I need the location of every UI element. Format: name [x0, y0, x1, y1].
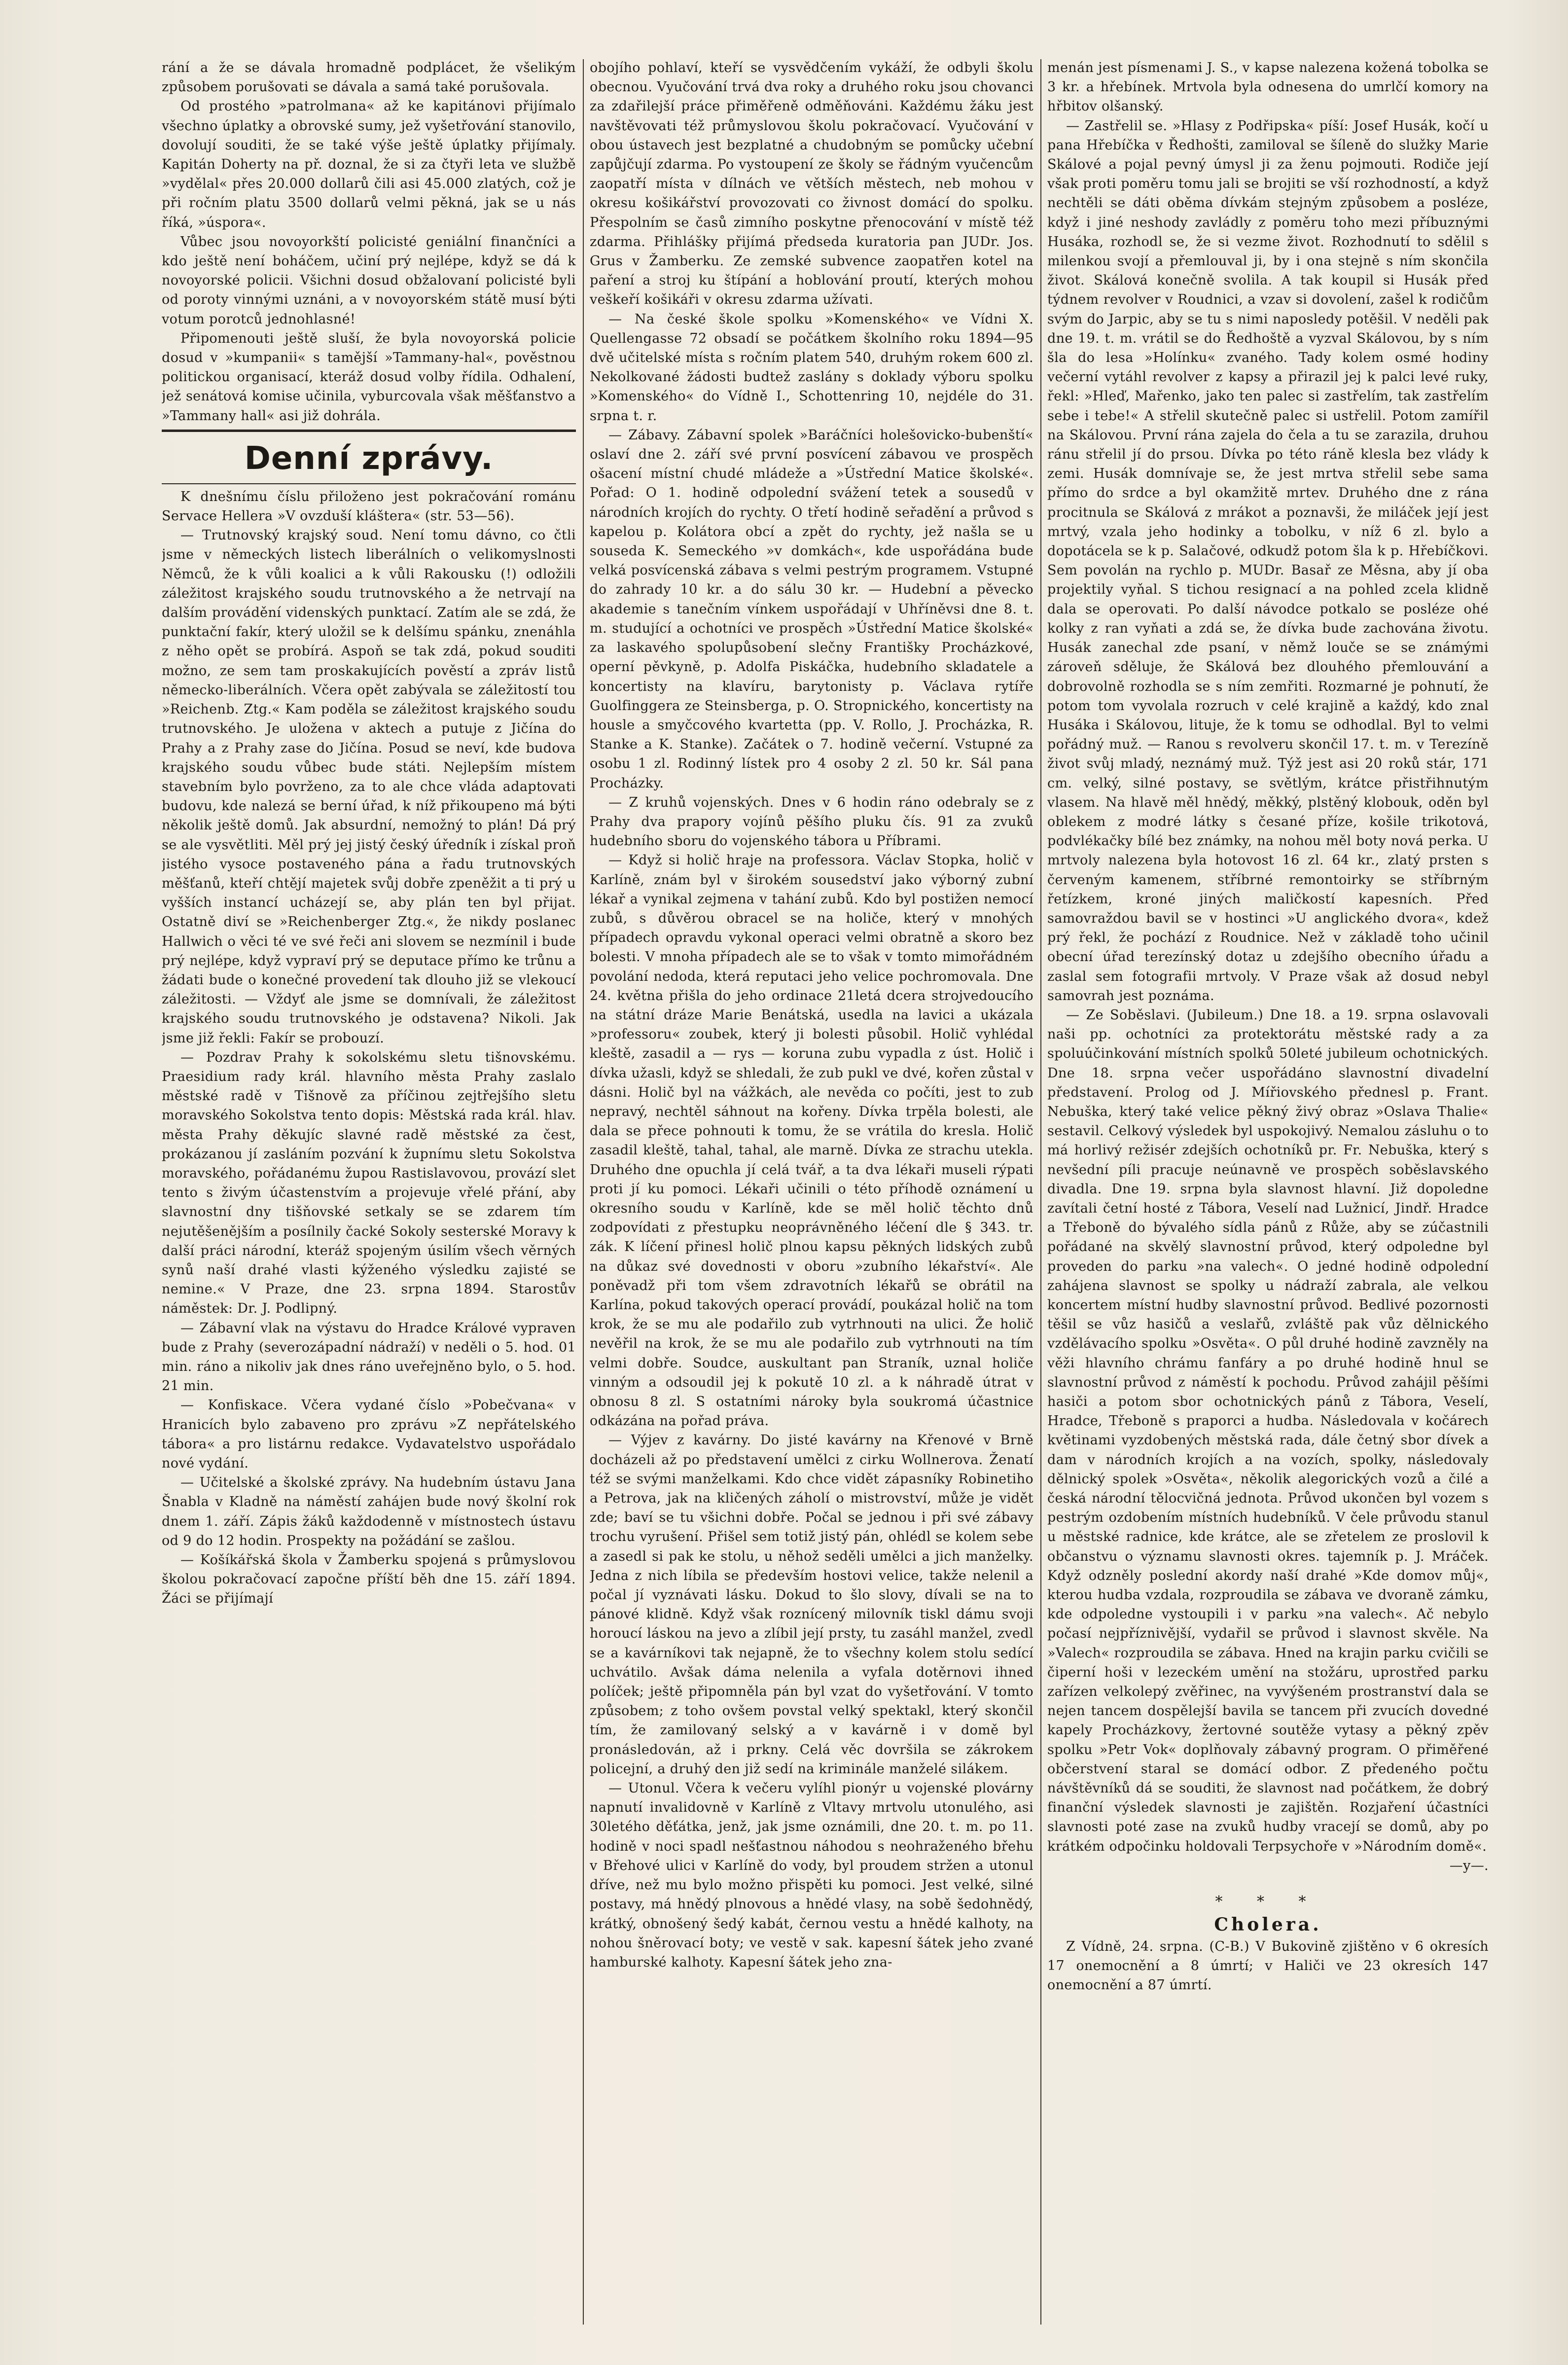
cholera-heading: Cholera. [1214, 1914, 1322, 1935]
article-paragraph: Vůbec jsou novoyorkští policisté geniální finančníci a kdo ještě není boháčem, učiní prý nejlépe, když se dá k novoyorské policii. Všichni dosud obžalovaní policisté byli od poroty vinnými uznáni, a v novoyorském státě musí býti votum porotců jednohlasné! [162, 234, 576, 327]
news-item: — Na české škole spolku »Komenského« ve Vídni X. Quellengasse 72 obsadí se počátkem školního roku 1894—95 dvě učitelské místa s ročním platem 540, druhým rokem 600 zl. Nekolkované žádosti budtež zaslány s doklady výboru spolku »Komenského« do Vídně I., Schottenring 10, nejdéle do 31. srpna t. r. [590, 311, 1033, 424]
news-item: — Zábavy. Zábavní spolek »Baráčníci holešovicko-bubenští« oslaví dne 2. září své první posvícení zábavou ve prospěch ošacení místní chudé mládeže a »Ústřední Matice školské«. Pořad: O 1. hodině odpolední svážení tetek a sousedů v národních krojích do rychty. O třetí hodině seřadění a průvod s kapelou p. Kolátora obcí a zpět do rychty, jež našla se u souseda K. Semeckého »v domkách«, kde uspořádána bude velká posvícenská zábava s velmi pestrým programem. Vstupné do zahrady 10 kr. a do sálu 30 kr. — Hudební a pěvecko akademie s tanečním vínkem uspořádají v Uhříněvsi dne 8. t. m. studující a ochotníci ve prospěch »Ústřední Matice školské« za laskavého spolupůsobení slečny Františky Procházkové, operní pěvkyně, p. Adolfa Piskáčka, hudebního skladatele a koncertisty na klavíru, barytonisty p. Václava rytíře Guolfinggera ze Steinsberga, p. O. Stropnického, koncertisty na housle a smyčcového kvartetta (pp. V. Rollo, J. Procházka, R. Stanke a K. Stanke). Začátek o 7. hodině večerní. Vstupné za osobu 1 zl. Rodinný lístek pro 4 osoby 2 zl. 50 kr. Sál pana Procházky. [590, 427, 1033, 791]
news-item: Z Vídně, 24. srpna. (C-B.) V Bukovině zjištěno v 6 okresích 17 onemocnění a 8 úmrtí; v Haliči ve 23 okresích 147 onemocnění a 87 úmrtí. [1047, 1938, 1489, 1993]
news-item: — Zastřelil se. »Hlasy z Podřipska« píší: Josef Husák, kočí u pana Hřebíčka v Ředhošti, zamiloval se šíleně do služky Marie Skálové a pojal pevný úmysl ji za ženu pojmouti. Rodiče její však proti poměru tomu jali se brojiti se vší rozhodností, a když nechtěli se dáti oběma dívkám stejným způsobem a posléze, když i jiné neshody zavládly z poměru toho mezi příbuznými Husáka, rozhodl se, že si vezme život. Rozhodnutí to sdělil s milenkou svojí a přemlouval ji, by i ona stejně s ním skončila život. Skálová konečně svolila. A tak koupil si Husák před týdnem revolver v Roudnici, a vzav si dovolení, zašel k rodičům svým do Jarpic, aby se tu s nimi naposledy potěšil. V neděli pak dne 19. t. m. vrátil se do Ředhoště a vyzval Skálovou, by s ním šla do lesa »Holínku« zvaného. Tady kolem osmé hodiny večerní vytáhl revolver z kapsy a přirazil jej k palci levé ruky, řekl: »Hleď, Mařenko, jako ten palec si zastřelím, tak zastřelím sebe i tebe!« A střelil skutečně palec si ustřelil. Potom zamířil na Skálovou. První rána zajela do čela a tu se zarazila, druhou ránu střelil jí do prsou. Dívka po této ráně klesla bez vlády k zemi. Husák domnívaje se, že jest mrtva střelil sebe sama přímo do srdce a byl okamžitě mrtev. Druhého dne z rána procitnula se Skálová z mrákot a poznavši, že miláček její jest mrtvý, vzala jeho hodinky a tobolku, v níž 6 zl. bylo a dopotácela se k p. Salačové, odkudž potom šla k p. Hřebíčkovi. Sem povolán na rychlo p. MUDr. Basař ze Měsna, aby jí oba projektily vyňal. S tichou resignací a na pohled zcela klidně dala se operovati. Po další návodce potkalo se posléze ohé kolky z ran vyňati a zdá se, že dívka bude zachována životu. Husák zanechal zde psaní, v němž louče se se známými zároveň sděluje, že Skálová bez dlouhého přemlouvání a dobrovolně rozhodla se s ním zemřiti. Rozmarné je pohnutí, že potom tom vyvolala rozruch v celé krajině a každý, kdo znal Husáka i Skálovou, lituje, že k tomu se odhodlal. Byl to velmi pořádný muž. — Ranou s revolveru skončil 17. t. m. v Terezíně život svůj mladý, neznámý muž. Týž jest asi 20 roků stár, 171 cm. velký, silné postavy, se světlým, krátce přistřihnutým vlasem. Na hlavě měl hnědý, měkký, plstěný klobouk, oděn byl oblekem z modré látky s česané příze, košile trikotová, podvlékačky bílé bez známky, na nohou měl boty nová perka. U mrtvoly nalezena byla hotovost 16 zl. 64 kr., zlatý prsten s červeným kamenem, stříbrné remontoirky se stříbrným řetízkem, kroné jiných maličkostí kapesních. Před samovraždou bavil se v hostinci »U anglického dvora«, kdež prý řekl, že pochází z Roudnice. Než v základě toho učinil obecní úřad terezínský dotaz u zdejšího obecního úřadu a zaslal sem fotografii mrtvoly. V Praze však až dosud nebyl samovrah jest poznáma. [1047, 118, 1489, 1003]
news-item: — Trutnovský krajský soud. Není tomu dávno, co čtli jsme v německých listech liberálních o velikomyslnosti Němců, že k vůli koalici a k vůli Rakousku (!) odložili záležitost krajského soudu trutnovského a že netrvají na dalším provádění videnských punktací. Zatím ale se zdá, že punktační fakír, který uložil se k delšímu spánku, znenáhla z něho opět se probírá. Aspoň se tak zdá, pokud souditi možno, ze sem tam proskakujících pověstí a zpráv listů německo-liberálních. Včera opět zabývala se záležitostí tou »Reichenb. Ztg.« Kam podělа se záležitost krajského soudu trutnovského. Je uložena v aktech a putuje z Jičína do Prahy a z Prahy zase do Jičína. Posud se neví, kde budova krajského soudu vůbec bude státi. Nejlepším místem stavebním bylo povrženo, za to ale chce vláda adaptovati budovu, kde nalezá se berní úřad, k níž přikoupeno má býti několik ještě domů. Jak absurdní, nemožný to plán! Dá prý se ale vysvětliti. Měl prý jej jistý český úředník i získal proň jistého vysoce postaveného pána a řadu trutnovských měšťanů, kteří chtějí majetek svůj dobře zpeněžit a ti prý u vyšších instancí ucházejí se, aby plán ten byl přijat. Ostatně diví se »Reichenberger Ztg.«, že nikdy poslanec Hallwich o věci té ve své řeči ani slovem se nezmínil i bude prý nejlépe, když vypraví prý se deputace přímo ke trůnu a žádati bude o konečné provedení tak dlouho již se vlekoucí záležitosti. — Vždyť ale jsme se domnívali, že záležitost krajského soudu trutnovského je odstavena? Nikoli. Jak jsme již řekli: Fakír se probouzí. [162, 528, 576, 1046]
news-item: — Konfiskace. Včera vydané číslo »Pobečvana« v Hranicích bylo zabaveno pro zprávu »Z nepřátelského tábora« a pro listárnu redakce. Vydavatelstvo uspořádalo nové vydání. [162, 1398, 576, 1471]
news-item: — Utonul. Včera k večeru vylíhl pionýr u vojenské plovárny napnutí invalidovně v Karlíně z Vltavy mrtvolu utonulého, asi 30letého děťátka, jenž, jak jsme oznámili, dne 20. t. m. po 11. hodině v noci spadl nešťastnou náhodou s neohraženého břehu v Břehové ulici v Karlíně do vody, byl proudem stržen a utonul dříve, než mu bylo možno přispěti ku pomoci. Jest velké, silné postavy, má hnědý plnovous a hnědé vlasy, na sobě šedohnědý, krátký, obnošený šedý kabát, černou vestu a hnědé kalhoty, na nohou šněrovací boty; ve vestě v sak. kapesní šátek jeho zvané hamburské kalhoty. Kapesní šátek jeho zna- [590, 1781, 1033, 1970]
column-right [1047, 58, 1489, 2326]
news-item: K dnešnímu číslu přiloženo jest pokračování románu Servace Hellera »V ovzduší kláštera« (str. 53—56). [162, 489, 576, 524]
section-divider [162, 430, 576, 432]
news-item: — Učitelské a školské zprávy. Na hudebním ústavu Jana Šnabla v Kladně na náměstí zahájen bude nový školní rok dnem 1. září. Zápis žáků každodenně v místnostech ústavu od 9 do 12 hodin. Prospekty na požádání se zašlou. [162, 1475, 576, 1548]
column-left [162, 58, 576, 2326]
news-item: — Výjev z kavárny. Do jisté kavárny na Křenové v Brně docházeli až po představení umělci z cirku Wollnerova. Ženatí též se svými manželkami. Kdo chce vidět zápasníky Robinetiho a Petrova, jak na kličených záholí o mistrovství, může je vidět zde; baví se tu všichni dobře. Počal se jednou i při své zábavy trochu vyrušení. Přišel sem totiž jistý pán, ohlédl se kolem sebe a zasedl si pak ke stolu, u něhož seděli umělci a jich manželky. Jedna z nich líbila se především hostovi velice, takže nelenil a počal jí vyznávati lásku. Dokud to šlo slovy, dívali se na to pánové klidně. Když však roznícený milovník tiskl dámu svoji horoucí láskou na jevo a zlíbil její prsty, tu zasáhl manžel, zvedl se a kavárníkovi tak nejapně, že to všechny kolem stolu sedící uchvátilo. Avšak dáma nelenila a vyfala dotěrnovi ihned políček; ještě připomněla pán byl vzat do vyšetřování. V tomto způsobem; z toho ovšem povstal velký spektakl, který skončil tím, že zamilovaný selský a v kavárně i v domě byl pronásledován, až i prkny. Celá věc dovršila se zákrokem policejní, a druhý den již sedí na kriminále manželé silákem. [590, 1433, 1033, 1777]
news-item: — Z kruhů vojenských. Dnes v 6 hodin ráno odebraly se z Prahy dva prapory vojínů pěšího pluku čís. 91 za zvuků hudebního sboru do vojenského tábora u Příbrami. [590, 794, 1033, 849]
news-item: — Když si holič hraje na professora. Václav Stopka, holič v Karlíně, znám byl v širokém sousedství jako výborný zubní lékař a vynikal zejmena v tahání zubů. Kdo byl postižen nemocí zubů, s důvěrou obracel se na holiče, který v mnohých případech opravdu vykonal operaci velmi obratně a skoro bez bolesti. V mnoha případech ale se to však v tomto mimořádném povolání nedoda, která reputaci jeho velice pochromovala. Dne 24. května přišla do jeho ordinace 21letá dcera strojvedoucího na státní dráze Marie Benátská, usedla na lavici a ukázala »professoru« zoubek, který ji bolesti působil. Holič vyhlédal kleště, zasadil a — rys — koruna zubu vypadla z úst. Holič i dívka užasli, když se shledali, že zub pukl ve dvé, kořen zůstal v dásni. Holič byl na vážkách, ale nevěda co počíti, jest to zub nepravý, nechtěl sáhnout na kořeny. Dívka trpěla bolesti, ale dala se přece pohnouti k tomu, že se vrátila do kresla. Holič zasadil kleště, tahal, tahal, ale marně. Dívka ze strachu utekla. Druhého dne opuchla jí celá tvář, a ta dva lékaři museli rýpati proti jí ku pomoci. Lékaři učinili o této příhodě oznámení u okresního soudu v Karlíně, kde se měl holič těchto dnů zodpovídati z přestupku neoprávněného léčení dle § 343. tr. zák. K líčení přinesl holič plnou kapsu pěkných lidských zubů na důkaz své dovednosti v oboru »zubního lékařství«. Ale poněvadž při tom všem zdravotních lékařů se obrátil na Karlína, pokud takových operací provádí, poukázal holič na tom krok, že se mu ale podařilo zub vytrhnouti na ulici. Že holič nevěřil na krok, že se mu ale podařilo zub vytrhnouti na tím velmi dobře. Soudce, auskultant pan Straník, uznal holiče vinným a odsoudil jej k pokutě 10 zl. a k náhradě útrat v obnosu 8 zl. S ostatními nároky byla soukromá účastnice odkázána na pořad práva. [590, 853, 1033, 1429]
news-item: — Pozdrav Prahy k sokolskému sletu tišnovskému. Praesidium rady král. hlavního města Prahy zaslalo městské radě v Tišnově za příčinou zejtřejšího sletu moravského Sokolstva tento dopis: Městská rada král. hlav. města Prahy děkujíc slavné radě městské za čest, prokázanou jí zasláním pozvání k župnímu sletu Sokolstva moravského, pořádanému župou Rastislavovou, provází slet tento s živým účastenstvím a projevuje vřelé přání, aby slavnostní dny tišňovské setkaly se se zdarem tím nejutěšenějším a posílnily čacké Sokoly sesterské Moravy k další práci národní, kteráž spojeným úsilím všech věrných synů naší drahé vlasti kýženého výsledku zajisté se nemine.« V Praze, dne 23. srpna 1894. Starostův náměstek: Dr. J. Podlipný. [162, 1049, 576, 1317]
news-item: — Ze Soběslavi. (Jubileum.) Dne 18. a 19. srpna oslavovali naši pp. ochotníci za protektorátu městské rady a za spoluúčinkování místních spolků 50leté jubileum ochotnických. Dne 18. srpna večer uspořádáno slavnostní divadelní představení. Prolog od J. Mířiovského přednesl p. Frant. Nebuška, který také velice pěkný živý obraz »Oslava Thalie« sestavil. Celkový výsledek byl uspokojivý. Nemalou zásluhu o to má horlivý režisér zdejších ochotníků pr. Fr. Nebuška, který s nevšední píli pracuje neúnavně ve prospěch soběslavského divadla. Dne 19. srpna byla slavnost hlavní. Již dopoledne zavítali četní hosté z Tábora, Veselí nad Lužnicí, Jindř. Hradce a Třeboně do bývalého sídla pánů z Růže, aby se zúčastnili pořádané na skvělý slavnostní průvod, který odpoledne byl proveden do parku »na valech«. O jedné hodině odpolední zahájena slavnost se spolky u nádraží zabrala, ale velkou koncertem místní hudby slavnostní průvod. Bedlivé pozornosti těšil se vůz hasičů a veslařů, zvláště pak vůz dělnického vzdělávacího spolku »Osvěta«. O půl druhé hodině zavzněly na věži hlavního chrámu fanfáry a po druhé hodině hnul se slavnostní průvod z náměstí k pochodu. Průvod zahájil pěšími hasiči a potom sbor ochotnických pánů z Tábora, Veselí, Hradce, Třeboně s praporci a hudba. Následovala v kočárech květinami vyzdobených městská rada, dále četný sbor dívek a dam v národních krojích a na vozích, spolky, následovaly dělnický spolek »Osvěta«, několik alegorických vozů a čilé a česká národní tělocvičná jednota. Průvod ukončen byl vozem s pestrým ozdobením místních hudebníků. V čele průvodu stanul u městské radnice, kde krátce, ale se zřetelem ze proslovil k občanstvu o významu slavnosti okres. tajemník p. J. Mráček. Když odzněly poslední akordy naší drahé »Kde domov můj«, kterou hudba vzdala, rozproudila se zábava ve dvoraně zámku, kde odpoledne vystoupili i v parku »na valech«. Ač nebylo počasí nejpříznivější, vydařil se průvod i slavnost skvěle. Na »Valech« rozproudila se zábava. Hned na krajin parku cvičili se čiperní hoši v lezeckém umění na stožáru, uprostřed parku zařízen velkolepý zvěřinec, na vyvýšeném prostranství dala se nejen tancem dospělejší bavila se tancem při zvucích dovedné kapely Procházkovy, žertovné soutěže vytasy a pěkný zpěv spolku »Petr Vok« doplňovaly zábavný program. O přiměřené občerstvení staral se domácí odbor. Z předeného počtu návštěvníků dá se souditi, že slavnost nad počátkem, že dobrý finanční výsledek slavnosti je zajištěn. Rozjaření účastníci slavnosti poté zase na zvuků hudby vracejí se domů, aby po krátkém odpočinku holdovali Terpsychoře v »Národním domě«. [1047, 1007, 1489, 1854]
separator-asterisks: * * * [1215, 1893, 1321, 1911]
section-heading: Denní zprávy. [244, 440, 494, 477]
column-divider [1040, 59, 1041, 2325]
article-paragraph: rání a že se dávala hromadně podplácet, že všelikým způsobem porušovati se dávala a samá také porušovala. [162, 60, 576, 95]
author-signature: —y—. [1449, 1858, 1489, 1873]
news-item: menán jest písmenami J. S., v kapse nalezena kožená tobolka se 3 kr. a hřebínek. Mrtvola byla odnesena do umrlčí komory na hřbitov olšanský. [1047, 60, 1489, 114]
news-item: obojího pohlaví, kteří se vysvědčením vykáží, že odbyli školu obecnou. Vyučování trvá dva roky a druhého roku jsou chovanci za zdařilejší práce přiměřeně odměňováni. Každému žáku jest navštěvovati též průmyslovou školu pokračovací. Vyučování v obou ústavech jest bezplatné a chudobným se pomůcky učební zapůjčují zdarma. Po vystoupení ze školy se řádným vyučencům zaopatří místa v dílnách ve větších městech, neb mohou v okresu košikářství provozovati co živnost domácí do spolku. Přespolním se časů zimního poskytne přenocování v místě též zdarma. Přihlášky přijímá předseda kuratoria pan JUDr. Jos. Grus v Žamberku. Ze zemské subvence zaopatřen kotel na paření a stroj ku štípání a hoblování proutí, kterých mohou veškeří košikáři v okresu zdarma užívati. [590, 60, 1033, 308]
news-item: — Zábavní vlak na výstavu do Hradce Králové vypraven bude z Prahy (severozápadní nádraží) v neděli o 5. hod. 01 min. ráno a nikoliv jak dnes ráno uveřejněno bylo, o 5. hod. 21 min. [162, 1320, 576, 1394]
column-middle [590, 58, 1033, 2326]
heading-underline [162, 483, 576, 484]
column-divider [583, 59, 584, 2325]
news-item: — Košíkářská škola v Žamberku spojená s průmyslovou školou pokračovací započne příští běh dne 15. září 1894. Žáci se přijímají [162, 1552, 576, 1607]
article-paragraph: Od prostého »patrolmana« až ke kapitánovi přijímalo všechno úplatky a obrovské sumy, jež vyšetřování stanovilo, dovolují souditi, že se také výše ještě úplatky přijímaly. Kapitán Doherty na př. doznal, že si za čtyři leta ve službě »vydělal« přes 20.000 dollarů čili asi 45.000 zlatých, což je při ročním platu 3500 dollarů velmi pěkná, jak se u nás říká, »úspora«. [162, 99, 576, 230]
article-paragraph: Připomenouti ještě sluší, že byla novoyorská policie dosud v »kumpanii« s tamější »Tammany-hal«, pověstnou politickou organisací, kteráž dosud volby řídila. Odhalení, jež senátová komise učinila, vyburcovala však měšťanstvo a »Tammany hall« asi již dohrála. [162, 330, 576, 424]
